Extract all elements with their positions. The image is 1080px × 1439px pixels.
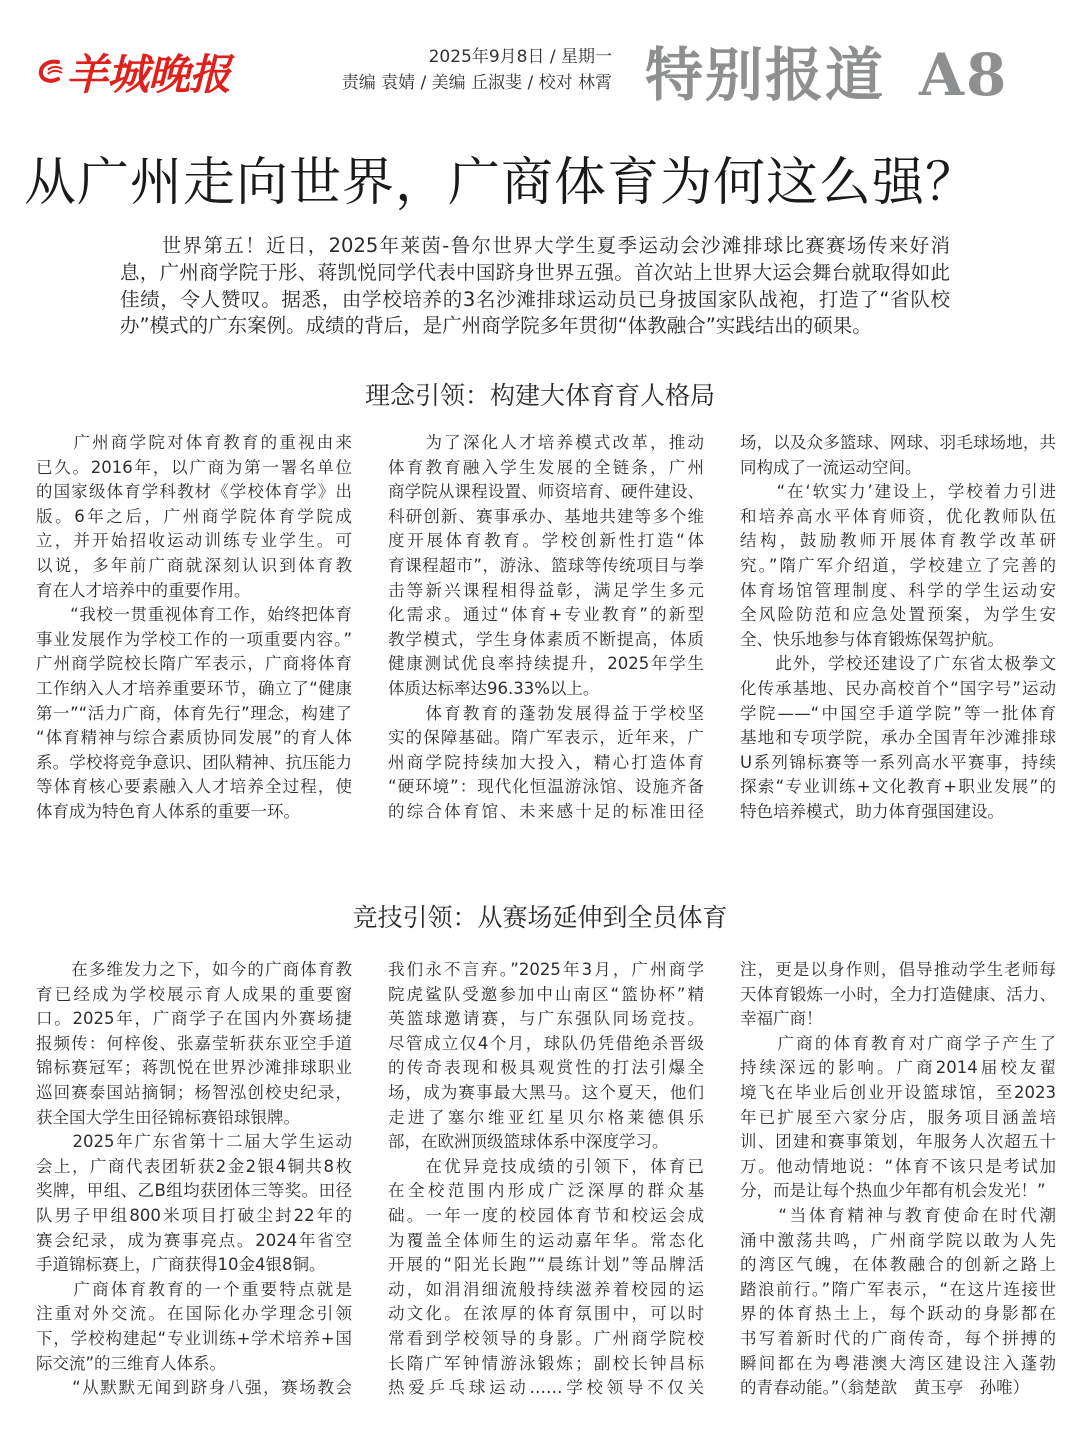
body-text-line: 以说，多年前广商就深刻认识到体育教 [36,555,352,575]
body-text-line: “从默默无闻到跻身八强，赛场教会 [36,1378,352,1398]
body-text-line: 为覆盖全体师生的运动嘉年华。常态化 [388,1230,704,1250]
subhead-2: 竞技引领：从赛场延伸到全员体育 [352,903,728,932]
body-text-line: 万。他动情地说：“体育不该只是考试加 [740,1156,1056,1176]
body-text-line: 年已扩展至六家分店，服务项目涵盖培 [740,1107,1056,1127]
body-text-line: 教学模式，学生身体素质不断提高，体质 [388,629,704,649]
body-text-line: 等体育核心要素融入人才培养全过程，使 [36,777,352,797]
body-text-line: “在‘软实力’建设上，学校着力引进 [740,482,1056,502]
body-text-line: 体育成为特色育人体系的重要一环。 [36,801,300,821]
body-text-line: 度开展体育教育。学校创新性打造“体 [388,531,704,551]
body-text-line: 我们永不言弃。”2025年3月，广州商学 [388,960,704,979]
lede-line: 办”模式的广东案例。成绩的背后，是广州商学院多年贯彻“体教融合”实践结出的硕果。 [120,314,872,338]
body-text-line: 训、团建和赛事策划，年服务人次超五十 [740,1132,1056,1152]
article-headline: 从广州走向世界，广商体育为何这么强？ [24,153,979,213]
body-text-line: 此外，学校还建设了广东省太极拳文 [740,654,1056,674]
body-text-line: 英篮球邀请赛，与广东强队同场竞技。 [388,1009,704,1029]
body-text-line: 广商体育教育的一个重要特点就是 [36,1279,352,1299]
body-text-line: 广商的体育教育对广商学子产生了 [740,1033,1056,1053]
body-text-line: “当体育精神与教育使命在时代潮 [740,1205,1056,1225]
body-text-line: 锦标赛冠军；蒋凯悦在世界沙滩排球职业 [36,1058,352,1078]
section-2-column-3 [740,958,1056,1401]
body-text-line: 工作纳入人才培养重要环节，确立了“健康 [36,678,352,698]
body-text-line: 础。一年一度的校园体育节和校运会成 [388,1205,704,1225]
body-text-line: 报频传：何梓俊、张嘉莹斩获东亚空手道 [36,1033,352,1053]
body-text-line: 瞬间都在为粤港澳大湾区建设注入蓬勃 [740,1353,1056,1373]
lede-line: 世界第五！近日，2025年莱茵-鲁尔世界大学生夏季运动会沙滩排球比赛赛场传来好消 [120,234,950,257]
body-text-line: 书写着新时代的广商传奇，每个拼搏的 [740,1328,1056,1348]
logo-swoosh-icon [36,56,66,86]
body-text-line: 长隋广军钟情游泳锻炼；副校长钟昌标 [388,1353,704,1373]
body-text-line: 境飞在毕业后创业开设篮球馆，至2023 [740,1082,1056,1102]
logo-text: 羊城晚报 [66,50,231,99]
body-text-line: 会上，广商代表团斩获2金2银4铜共8枚 [36,1156,352,1176]
body-text-line: 手道锦标赛上，广商获得10金4银8铜。 [36,1255,326,1275]
body-text-line: 育已经成为学校展示育人成果的重要窗 [36,984,352,1004]
body-text-line: 结构，鼓励教师开展体育教学改革研 [740,531,1056,551]
body-text-line: “硬环境”：现代化恒温游泳馆、设施齐备 [388,777,704,797]
body-text-line: 事业发展作为学校工作的一项重要内容。” [36,629,352,649]
body-text-line: “我校一贯重视体育工作，始终把体育 [36,605,352,625]
body-text-line: U系列锦标赛等一系列高水平赛事，持续 [740,752,1056,772]
body-text-line: 在多维发力之下，如今的广商体育教 [36,960,352,979]
article-lede [120,233,950,340]
body-text-line: 第一”“活力广商，体育先行”理念，构建了 [36,703,352,723]
body-text-line: 广州商学院校长隋广军表示，广商将体育 [36,654,352,674]
body-text-line: 版。6年之后，广州商学院体育学院成 [36,506,352,526]
body-text-line: 巡回赛泰国站摘铜；杨智泓创校史纪录， [36,1082,352,1102]
body-text-line: 注，更是以身作则，倡导推动学生老师每 [740,960,1056,979]
body-text-line: 已久。2016年，以广商为第一署名单位 [36,457,352,477]
body-text-line: 化需求。通过“体育+专业教育”的新型 [388,605,704,625]
body-text-line: 广州商学院对体育教育的重视由来 [36,433,352,452]
lede-line: 佳绩，令人赞叹。据悉，由学校培养的3名沙滩排球运动员已身披国家队战袍，打造了“省队校 [120,287,950,311]
body-text-line: 全、快乐地参与体育锻炼保驾护航。 [740,629,1004,649]
body-text-line: 在全校范围内形成广泛深厚的群众基 [388,1181,704,1201]
newspaper-logo [36,40,236,100]
body-text-line: 化传承基地、民办高校首个“国字号”运动 [740,678,1056,698]
body-text-line: 在优异竞技成绩的引领下，体育已 [388,1156,704,1176]
section-header [645,28,1008,112]
body-text-line: 探索“专业训练+文化教育+职业发展”的 [740,777,1056,797]
body-text-line: 获全国大学生田径锦标赛铅球银牌。 [36,1107,300,1127]
body-text-line: 实的保障基础。隋广军表示，近年来，广 [388,728,704,748]
body-text-line: 动文化。在浓厚的体育氛围中，可以时 [388,1304,704,1324]
body-text-line: “体育精神与综合素质协同发展”的育人体 [36,728,352,748]
section-1-column-2 [388,431,704,825]
body-text-line: 育课程超市”，游泳、篮球等传统项目与拳 [388,555,704,575]
body-text-line: 的综合体育馆、未来感十足的标准田径 [388,801,704,821]
body-text-line: 赛会纪录，成为赛事亮点。2024年省空 [36,1230,352,1250]
body-text-line: 究。”隋广军介绍道，学校建立了完善的 [740,555,1056,575]
body-text-line: 的青春动能。”（翁楚歆 黄玉亭 孙唯） [740,1378,1030,1398]
body-text-line: 院虎鲨队受邀参加中山南区“篮协杯”精 [388,984,704,1004]
body-text-line: 队男子甲组800米项目打破尘封22年的 [36,1205,352,1225]
page-number: A8 [919,41,1009,109]
body-text-line: 热爱乒乓球运动……学校领导不仅关 [388,1378,704,1398]
body-text-line: 分，而是让每个热血少年都有机会发光！” [740,1181,1046,1201]
body-text-line: 动，如涓涓细流般持续滋养着校园的运 [388,1279,704,1299]
body-text-line: 的湾区气魄，在体教融合的创新之路上 [740,1255,1056,1275]
edition-meta [292,44,612,96]
body-text-line: 特色培养模式，助力体育强国建设。 [740,801,1004,821]
body-text-line: 踏浪前行。”隋广军表示，“在这片连接世 [740,1279,1056,1299]
body-text-line: 部，在欧洲顶级篮球体系中深度学习。 [388,1132,669,1152]
body-text-line: 涌中激荡共鸣，广州商学院以敢为人先 [740,1230,1056,1250]
body-text-line: 开展的“阳光长跑”“晨练计划”等品牌活 [388,1255,704,1275]
section-name: 特别报道 [645,41,886,109]
staff-line: 责编 袁婧 / 美编 丘淑斐 / 校对 林霄 [341,73,612,93]
body-text-line: 幸福广商！ [740,1009,823,1029]
body-text-line: 2025年广东省第十二届大学生运动 [36,1132,352,1152]
body-text-line: 全风险防范和应急处置预案，为学生安 [740,605,1056,625]
date-line: 2025年9月8日 / 星期一 [428,47,612,67]
body-text-line: 注重对外交流。在国际化办学理念引领 [36,1304,352,1324]
body-text-line: 体育教育融入学生发展的全链条，广州 [388,457,704,477]
body-text-line: 体育教育的蓬勃发展得益于学校坚 [388,703,704,723]
body-text-line: 际交流”的三维育人体系。 [36,1353,227,1373]
body-text-line: 击等新兴课程相得益彰，满足学生多元 [388,580,704,600]
body-text-line: 体质达标率达96.33%以上。 [388,678,600,698]
body-text-line: 健康测试优良率持续提升，2025年学生 [388,654,704,674]
body-text-line: 场，以及众多篮球、网球、羽毛球场地，共 [740,433,1056,452]
body-text-line: 界的体育热土上，每个跃动的身影都在 [740,1304,1056,1324]
body-text-line: 基地和专项学院，承办全国青年沙滩排球 [740,728,1056,748]
subhead-1: 理念引领：构建大体育育人格局 [364,381,715,410]
body-text-line: 为了深化人才培养模式改革，推动 [388,433,704,452]
body-text-line: 立，并开始招收运动训练专业学生。可 [36,531,352,551]
section-1-column-3 [740,431,1056,825]
body-text-line: 学院——“中国空手道学院”等一批体育 [740,703,1056,723]
body-text-line: 育在人才培养中的重要作用。 [36,580,251,600]
section-2-column-1 [36,958,352,1401]
body-text-line: 和培养高水平体育师资，优化教师队伍 [740,506,1056,526]
body-text-line: 科研创新、赛事承办、基地共建等多个维 [388,506,704,526]
body-text-line: 奖牌，甲组、乙B组均获团体三等奖。田径 [36,1181,352,1201]
body-text-line: 常看到学校领导的身影。广州商学院校 [388,1328,704,1348]
body-text-line: 口。2025年，广商学子在国内外赛场捷 [36,1009,352,1029]
body-text-line: 尽管成立仅4个月，球队仍凭借绝杀晋级 [388,1033,704,1053]
body-text-line: 场，成为赛事最大黑马。这个夏天，他们 [388,1082,704,1102]
section-1-column-1 [36,431,352,825]
body-text-line: 走进了塞尔维亚红星贝尔格莱德俱乐 [388,1107,704,1127]
body-text-line: 持续深远的影响。广商2014届校友翟 [740,1058,1056,1078]
body-text-line: 天体育锻炼一小时，全力打造健康、活力、 [740,984,1056,1004]
body-text-line: 系。学校将竞争意识、团队精神、抗压能力 [36,752,352,772]
body-text-line: 州商学院持续加大投入，精心打造体育 [388,752,704,772]
body-text-line: 商学院从课程设置、师资培育、硬件建设、 [388,482,704,502]
body-text-line: 下，学校构建起“专业训练+学术培养+国 [36,1328,352,1348]
body-text-line: 的国家级体育学科教材《学校体育学》出 [36,482,352,502]
body-text-line: 同构成了一流运动空间。 [740,457,922,477]
lede-line: 息，广州商学院于彤、蒋凯悦同学代表中国跻身世界五强。首次站上世界大运会舞台就取得如此 [120,260,950,284]
byline: （翁楚歆 黄玉亭 孙唯） [839,1378,1030,1398]
body-text-line: 体育场馆管理制度、科学的学生运动安 [740,580,1056,600]
section-2-column-2 [388,958,704,1401]
body-text-line: 的传奇表现和极具观赏性的打法引爆全 [388,1058,704,1078]
